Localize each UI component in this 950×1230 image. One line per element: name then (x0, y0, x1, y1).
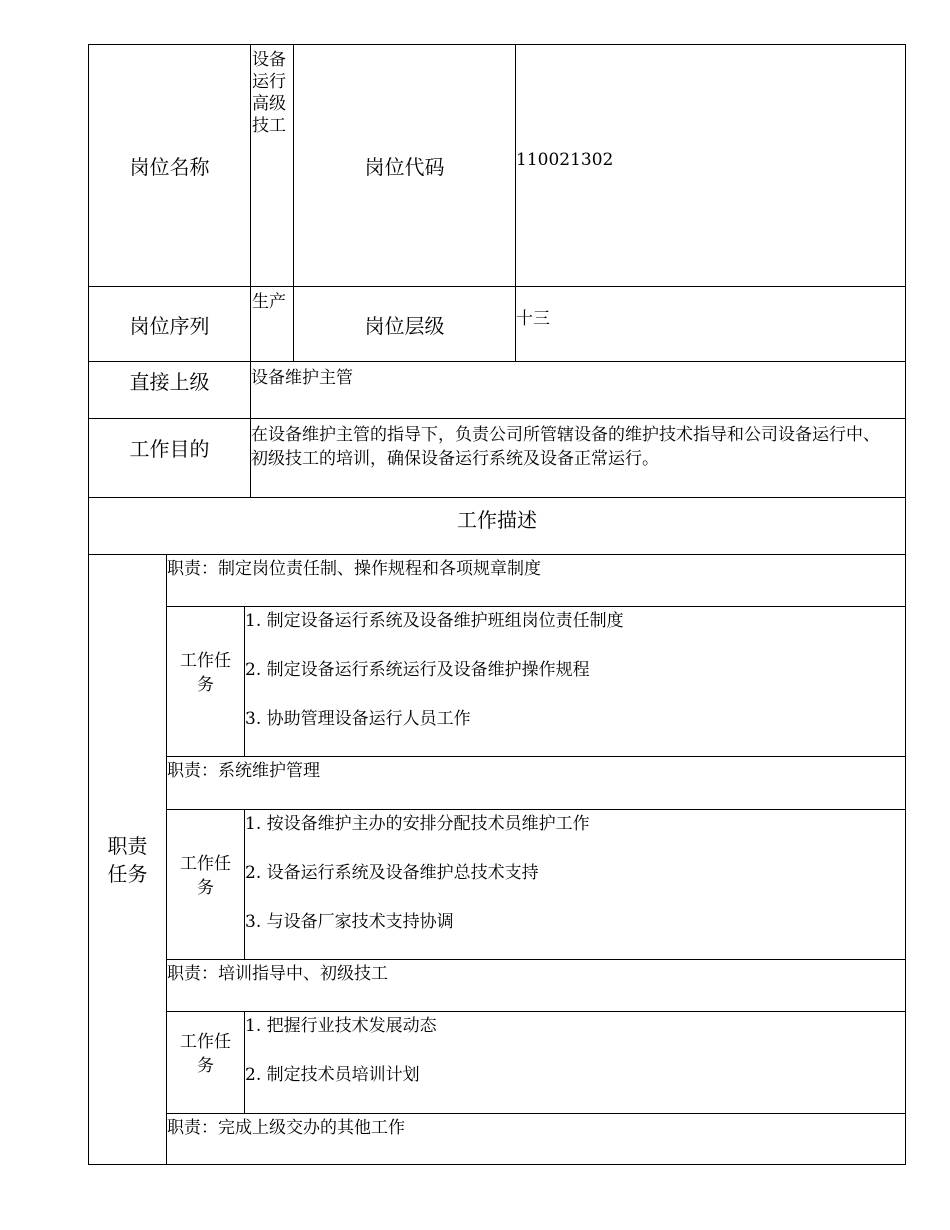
post-level-label: 岗位层级 (293, 286, 516, 362)
superior-label-text: 直接上级 (129, 370, 210, 394)
task-label-3-text: 工作任务 (180, 1031, 231, 1076)
job-description-table (88, 44, 906, 1165)
task-item: 2. 设备运行系统及设备维护总技术支持 (245, 863, 539, 883)
duty-title-1: 职责：制定岗位责任制、操作规程和各项规章制度 (166, 554, 906, 607)
task-item: 1. 按设备维护主办的安排分配技术员维护工作 (245, 814, 590, 834)
task-item: 2. 制定技术员培训计划 (245, 1065, 420, 1085)
post-seq-value: 生产 (250, 286, 294, 362)
post-level-value (515, 286, 906, 362)
post-level-text: 十三 (516, 309, 550, 329)
task-item: 3. 与设备厂家技术支持协调 (245, 912, 454, 932)
task-label-2-text: 工作任务 (180, 853, 231, 898)
post-code-value (515, 44, 906, 287)
post-name-value: 设备运行高级技工 (250, 44, 294, 287)
task-list-3 (244, 1011, 906, 1114)
post-name-label: 岗位名称 (88, 44, 251, 287)
task-list-2 (244, 809, 906, 960)
duty-title-3: 职责：培训指导中、初级技工 (166, 959, 906, 1012)
description-title (88, 497, 906, 555)
post-code-label: 岗位代码 (293, 44, 516, 287)
task-item: 1. 把握行业技术发展动态 (245, 1016, 437, 1036)
task-item: 1. 制定设备运行系统及设备维护班组岗位责任制度 (245, 611, 624, 631)
task-list-1 (244, 606, 906, 757)
purpose-label-text: 工作目的 (129, 437, 210, 461)
post-code-text: 110021302 (516, 149, 614, 170)
superior-label (88, 361, 251, 419)
purpose-label (88, 418, 251, 498)
task-label-2 (166, 809, 245, 960)
task-label-3 (166, 1011, 245, 1114)
description-title-text: 工作描述 (457, 508, 537, 532)
task-label-1 (166, 606, 245, 757)
purpose-value: 在设备维护主管的指导下，负责公司所管辖设备的维护技术指导和公司设备运行中、初级技工的培训，确保设备运行系统及设备正常运行。 (250, 418, 906, 498)
duties-label (88, 554, 167, 1165)
task-label-1-text: 工作任务 (180, 650, 231, 695)
duty-title-2: 职责：系统维护管理 (166, 756, 906, 810)
duties-label-text: 职责任务 (107, 833, 148, 886)
duty-title-4: 职责：完成上级交办的其他工作 (166, 1113, 906, 1165)
task-item: 2. 制定设备运行系统运行及设备维护操作规程 (245, 660, 590, 680)
superior-value: 设备维护主管 (250, 361, 906, 419)
post-seq-label: 岗位序列 (88, 286, 251, 362)
task-item: 3. 协助管理设备运行人员工作 (245, 709, 471, 729)
